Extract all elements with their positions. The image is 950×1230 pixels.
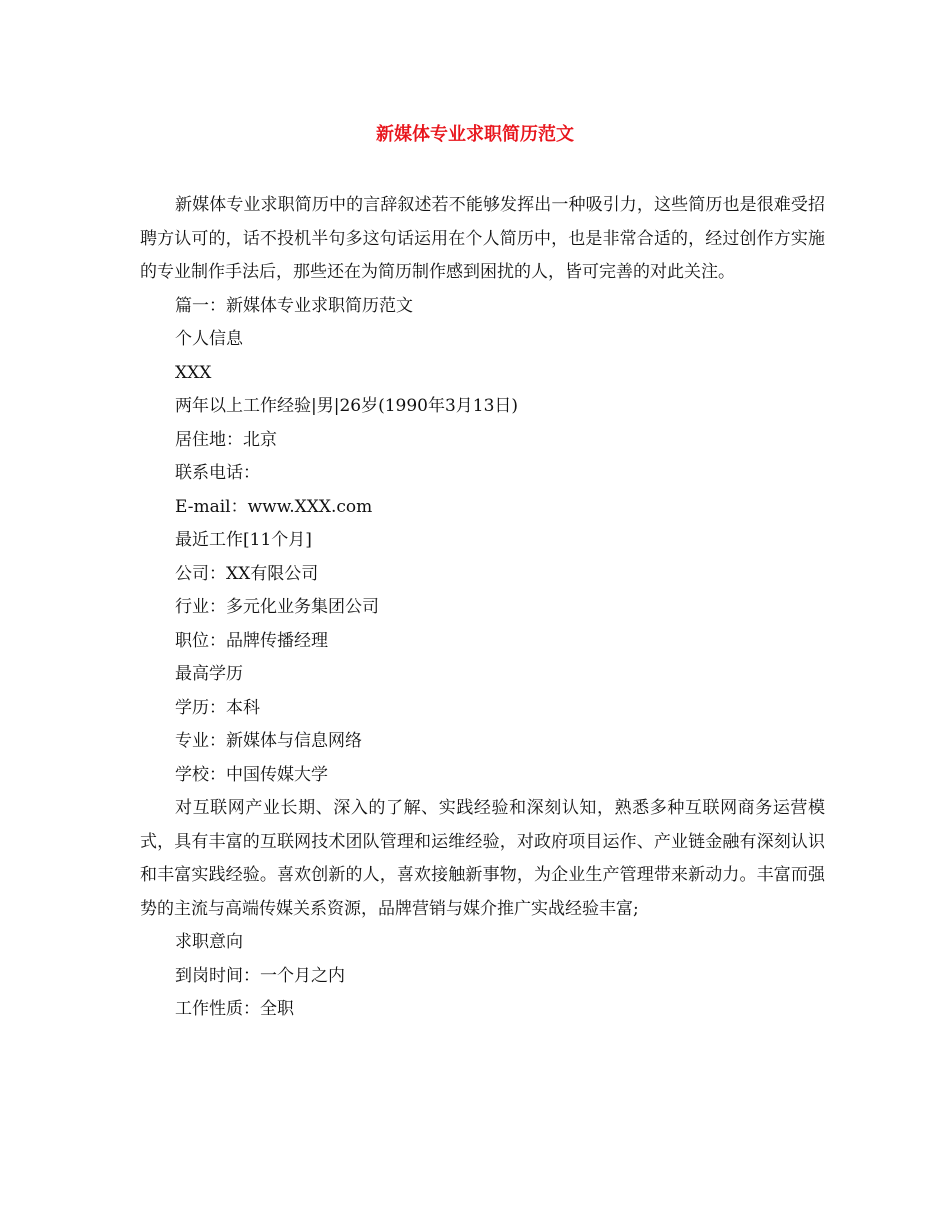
personal-email: E-mail：www.XXX.com [175,496,373,517]
work-position: 职位：品牌传播经理 [175,630,328,651]
intro-paragraph: 新媒体专业求职简历中的言辞叙述若不能够发挥出一种吸引力，这些简历也是很难受招聘方认可的，话不投机半句多这句话运用在个人简历中，也是非常合适的，经过创作方实施的专业制作手法后，那些还在为简历制作感到困扰的人，皆可完善的对此关注。 [140,195,825,282]
education-heading: 最高学历 [175,664,243,684]
personal-name: XXX [175,362,212,383]
work-company: 公司：XX有限公司 [175,563,319,584]
recent-work-heading: 最近工作[11个月] [175,530,312,550]
job-work-type: 工作性质：全职 [175,999,294,1019]
job-arrival-time: 到岗时间：一个月之内 [175,965,345,986]
education-degree: 学历：本科 [175,697,260,718]
document-body [140,189,825,1027]
personal-phone: 联系电话： [175,463,260,483]
job-intention-heading: 求职意向 [175,932,243,952]
section-heading: 篇一：新媒体专业求职简历范文 [175,295,413,316]
self-evaluation-paragraph: 对互联网产业长期、深入的了解、实践经验和深刻认知，熟悉多种互联网商务运营模式，具有丰富的互联网技术团队管理和运维经验，对政府项目运作、产业链金融有深刻认识和丰富实践经验。喜欢创新的人，喜欢接触新事物，为企业生产管理带来新动力。丰富而强势的主流与高端传媒关系资源，品牌营销与媒介推广实战经验丰富; [140,798,825,919]
personal-info-heading: 个人信息 [175,329,243,349]
personal-residence: 居住地：北京 [175,429,277,450]
personal-summary: 两年以上工作经验|男|26岁(1990年3月13日) [175,396,519,416]
education-major: 专业：新媒体与信息网络 [175,731,362,751]
document-title: 新媒体专业求职简历范文 [376,124,574,145]
education-school: 学校：中国传媒大学 [175,764,328,785]
work-industry: 行业：多元化业务集团公司 [175,597,379,617]
